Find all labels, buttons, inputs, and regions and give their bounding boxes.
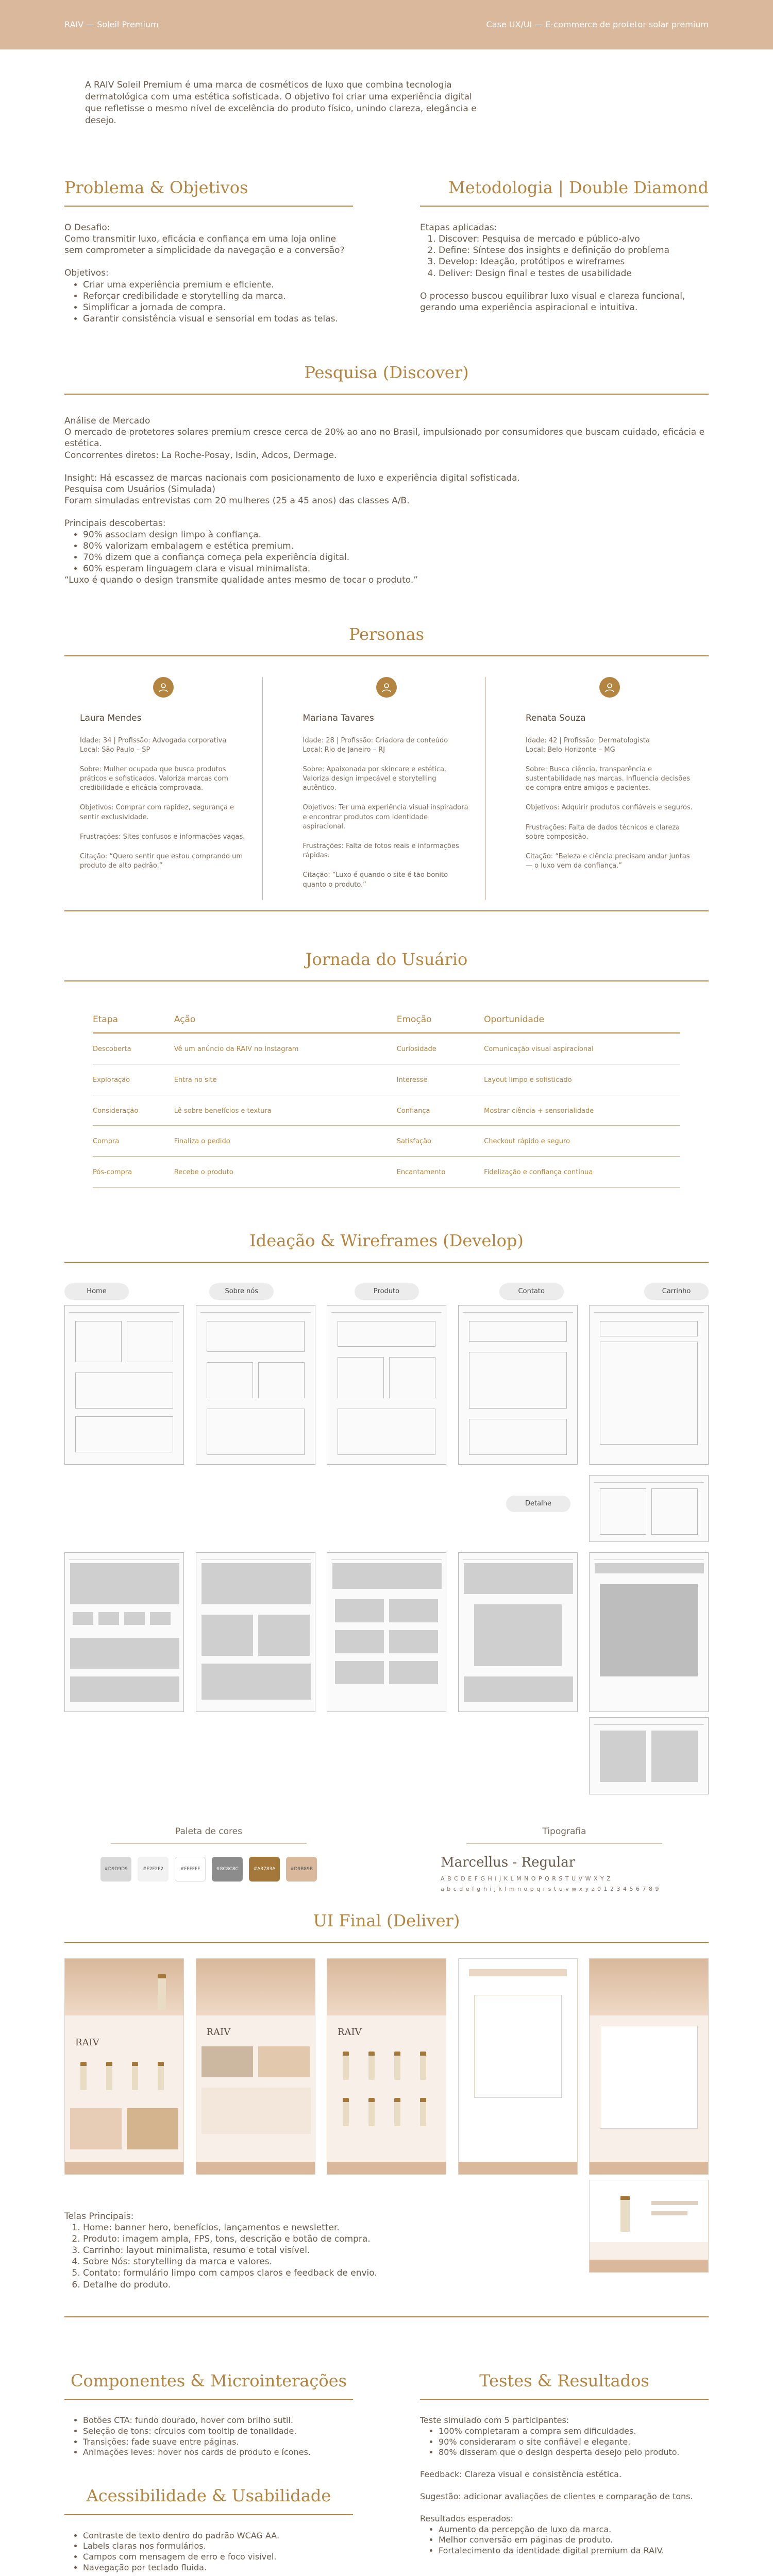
brand-logo: RAIV (338, 2027, 362, 2038)
wireframe-detalhe-mid (589, 1717, 709, 1794)
ideation-title: Ideação & Wireframes (Develop) (64, 1229, 709, 1263)
journey-section (64, 947, 709, 1188)
midfi-wireframes (64, 1552, 709, 1712)
table-cell: Exploração (93, 1064, 174, 1095)
font-lower: a b c d e f g h i j k l m n o p q r s t u v w x y z 0 1 2 3 4 5 6 7 8 9 (441, 1885, 660, 1892)
personas-title: Personas (64, 622, 709, 656)
tests-feedback: Feedback: Clareza visual e consistência estética. (420, 2469, 622, 2480)
persona-goals: Objetivos: Ter uma experiência visual inspiradora e encontrar produtos com identidade aspiracional. (303, 804, 468, 831)
screen-item: 1. Home: banner hero, benefícios, lançamentos e newsletter. (83, 2222, 425, 2233)
persona-age: Idade: 28 | Profissão: Criadora de conteúdo Local: Rio de Janeiro – RJ (303, 736, 448, 754)
tests-intro: Teste simulado com 5 participantes: (420, 2415, 569, 2426)
research-section (64, 361, 709, 586)
font-upper: A B C D E F G H I J K L M N O P Q R S T U V W X Y Z (441, 1875, 611, 1882)
swatch-label: #D9B89B (290, 1866, 313, 1872)
accessibility-list (83, 2531, 353, 2573)
final-home-screen (64, 1958, 184, 2175)
challenge-text: Como transmitir luxo, eficácia e confiança em uma loja online sem comprometer a simplicidade da navegação e a conversão? (64, 234, 345, 256)
screens-list (83, 2222, 425, 2291)
column-header: Oportunidade (484, 1007, 680, 1033)
table-row (93, 1033, 680, 1064)
column-header: Emoção (397, 1007, 484, 1033)
component-item: • Animações leves: hover nos cards de produto e ícones. (83, 2447, 353, 2458)
objective-item: • Reforçar credibilidade e storytelling da marca. (83, 291, 353, 302)
swatch-1 (100, 1857, 131, 1882)
component-item: • Transições: fade suave entre páginas. (83, 2437, 353, 2448)
accessibility-title: Acessibilidade & Usabilidade (64, 2484, 353, 2515)
market-text: O mercado de protetores solares premium cresce cerca de 20% ao ano no Brasil, impulsionado por consumidores que buscam cuidado, eficácia e estética. (64, 427, 705, 449)
persona-goals: Objetivos: Adquirir produtos confiáveis e seguros. (526, 804, 693, 812)
wireframe-sobre-mid (196, 1552, 315, 1712)
table-header-row (93, 1007, 680, 1033)
table-cell: Confiança (397, 1095, 484, 1126)
tab-produto[interactable]: Produto (355, 1283, 419, 1300)
final-ui-section (64, 1909, 709, 1943)
stage-item: 2. Define: Síntese dos insights e definição do problema (439, 245, 709, 256)
persona-about: Sobre: Apaixonada por skincare e estética. Valoriza design impecável e storytelling autêntico. (303, 765, 447, 792)
objectives-list (83, 279, 353, 325)
persona-quote: Citação: “Quero sentir que estou comprando um produto de alto padrão.” (80, 853, 243, 870)
findings-label: Principais descobertas: (64, 518, 166, 529)
research-title: Pesquisa (Discover) (64, 361, 709, 395)
screen-item: 4. Sobre Nós: storytelling da marca e valores. (83, 2256, 425, 2267)
user-icon (153, 677, 174, 698)
insight-text: Insight: Há escassez de marcas nacionais com posicionamento de luxo e experiência digital sofisticada. (64, 472, 520, 483)
wireframe-contato (458, 1305, 578, 1465)
finding-item: • 80% valorizam embalagem e estética premium. (83, 540, 709, 552)
finding-item: • 90% associam design limpo à confiança. (83, 529, 709, 540)
font-name: Marcellus - Regular (441, 1855, 576, 1871)
persona-name: Mariana Tavares (303, 713, 374, 723)
typography (420, 1825, 709, 1893)
components-list (83, 2415, 353, 2458)
user-icon (376, 677, 397, 698)
style-guide (64, 1825, 709, 1893)
table-cell: Mostrar ciência + sensorialidade (484, 1095, 680, 1126)
table-cell: Pós-compra (93, 1157, 174, 1188)
finding-item: • 60% esperam linguagem clara e visual minimalista. (83, 563, 709, 574)
swatch-label: #A3783A (253, 1866, 276, 1872)
wireframe-tabs (64, 1283, 709, 1300)
persona-age: Idade: 34 | Profissão: Advogada corporativa Local: São Paulo – SP (80, 736, 227, 754)
table-row (93, 1157, 680, 1188)
table-row (93, 1126, 680, 1157)
swatch-2 (138, 1857, 169, 1882)
final-sobre-screen (196, 1958, 315, 2175)
survey-label: Pesquisa com Usuários (Simulada) (64, 484, 215, 495)
persona-about: Sobre: Busca ciência, transparência e sustentabilidade nas marcas. Influencia decisões de compra entre amigos e pacientes. (526, 765, 690, 792)
persona-quote: Citação: “Luxo é quando o site é tão bonito quanto o produto.” (303, 871, 448, 889)
table-cell: Fidelização e confiança contínua (484, 1157, 680, 1188)
competitors-text: Concorrentes diretos: La Roche-Posay, Isdin, Adcos, Dermage. (64, 450, 337, 461)
swatch-3 (175, 1857, 206, 1882)
objective-item: • Criar uma experiência premium e eficiente. (83, 279, 353, 291)
expected-list (439, 2524, 709, 2556)
component-item: • Botões CTA: fundo dourado, hover com brilho sutil. (83, 2415, 353, 2426)
tab-detalhe[interactable]: Detalhe (506, 1496, 570, 1512)
wireframe-produto-mid (327, 1552, 446, 1712)
expected-label: Resultados esperados: (420, 2513, 513, 2523)
brand-logo: RAIV (206, 2027, 231, 2038)
final-ui-title: UI Final (Deliver) (64, 1909, 709, 1943)
problem-section (64, 176, 353, 325)
wireframe-contato-mid (458, 1552, 578, 1712)
swatch-5 (249, 1857, 280, 1882)
persona-frustrations: Frustrações: Falta de dados técnicos e clareza sobre composição. (526, 823, 680, 841)
accessibility-item: • Navegação por teclado fluida. (83, 2563, 353, 2573)
method-note: O processo buscou equilibrar luxo visual e clareza funcional, gerando uma experiência aspiracional e intuitiva. (420, 291, 685, 313)
persona-age: Idade: 42 | Profissão: Dermatologista Local: Belo Horizonte – MG (526, 736, 650, 754)
final-screens (64, 1958, 709, 2175)
wireframe-detalhe (589, 1475, 709, 1542)
swatch-label: #8C8C8C (216, 1866, 239, 1872)
swatch-4 (212, 1857, 243, 1882)
screen-item: 2. Produto: imagem ampla, FPS, tons, descrição e botão de compra. (83, 2233, 425, 2245)
table-cell: Encantamento (397, 1157, 484, 1188)
swatch-6 (286, 1857, 317, 1882)
challenge-label: O Desafio: (64, 223, 110, 233)
table-row (93, 1095, 680, 1126)
accessibility-item: • Labels claras nos formulários. (83, 2541, 353, 2552)
swatch-label: #F2F2F2 (142, 1866, 164, 1872)
final-produto-screen (327, 1958, 446, 2175)
persona-name: Renata Souza (526, 713, 586, 723)
wireframe-sobre (196, 1305, 315, 1465)
screens-list-block (64, 2211, 425, 2291)
accessibility-item: • Contraste de texto dentro do padrão WCAG AA. (83, 2531, 353, 2541)
top-header (0, 0, 773, 49)
table-cell: Layout limpo e sofisticado (484, 1064, 680, 1095)
method-title: Metodologia | Double Diamond (420, 176, 709, 207)
expected-item: • Fortalecimento da identidade digital premium da RAIV. (439, 2546, 709, 2556)
tests-list (439, 2426, 709, 2458)
expected-item: • Aumento da percepção de luxo da marca. (439, 2524, 709, 2535)
column-header: Etapa (93, 1007, 174, 1033)
stage-item: 3. Develop: Ideação, protótipos e wireframes (439, 256, 709, 267)
screen-item: 6. Detalhe do produto. (83, 2279, 425, 2291)
test-item: • 90% consideraram o site confiável e elegante. (439, 2437, 709, 2448)
tab-home[interactable]: Home (64, 1283, 129, 1300)
screen-item: 3. Carrinho: layout minimalista, resumo e total visível. (83, 2245, 425, 2256)
persona-about: Sobre: Mulher ocupada que busca produtos práticos e sofisticados. Valoriza marcas com credibilidade e eficácia comprovada. (80, 765, 228, 792)
ideation-section (64, 1229, 709, 1263)
persona-goals: Objetivos: Comprar com rapidez, segurança e sentir exclusividade. (80, 804, 234, 821)
tab-contato[interactable]: Contato (499, 1283, 564, 1300)
table-cell: Finaliza o pedido (174, 1126, 397, 1157)
swatch-label: #D9D9D9 (104, 1866, 128, 1872)
wireframe-carrinho-mid (589, 1552, 709, 1712)
findings-list (83, 529, 709, 574)
tab-carrinho[interactable]: Carrinho (644, 1283, 709, 1300)
table-cell: Entra no site (174, 1064, 397, 1095)
typography-title: Tipografia (466, 1825, 662, 1844)
persona-quote: Citação: “Beleza e ciência precisam andar juntas — o luxo vem da confiança.” (526, 853, 690, 870)
stages-list (439, 233, 709, 279)
components-title: Componentes & Microinterações (64, 2369, 353, 2400)
table-cell: Consideração (93, 1095, 174, 1126)
wireframe-carrinho (589, 1305, 709, 1465)
palette-title: Paleta de cores (111, 1825, 307, 1844)
table-cell: Recebe o produto (174, 1157, 397, 1188)
stage-item: 4. Deliver: Design final e testes de usabilidade (439, 268, 709, 279)
table-cell: Compra (93, 1126, 174, 1157)
divider (64, 2316, 709, 2317)
stages-label: Etapas aplicadas: (420, 223, 497, 233)
tests-suggestion: Sugestão: adicionar avaliações de clientes e comparação de tons. (420, 2492, 693, 2502)
market-label: Análise de Mercado (64, 416, 150, 427)
table-row (93, 1064, 680, 1095)
final-carrinho-screen (589, 1958, 709, 2175)
wireframe-produto (327, 1305, 446, 1465)
table-cell: Vê um anúncio da RAIV no Instagram (174, 1033, 397, 1064)
final-detalhe-screen (589, 2180, 709, 2273)
table-cell: Satisfação (397, 1126, 484, 1157)
screens-label: Telas Principais: (64, 2211, 134, 2222)
persona-card (510, 677, 709, 900)
tab-sobre-nos[interactable]: Sobre nós (209, 1283, 274, 1300)
component-item: • Seleção de tons: círculos com tooltip de tonalidade. (83, 2426, 353, 2437)
expected-item: • Melhor conversão em páginas de produto. (439, 2535, 709, 2546)
persona-card (64, 677, 263, 900)
intro-text: A RAIV Soleil Premium é uma marca de cosméticos de luxo que combina tecnologia dermatológica com uma estética sofisticada. O objetivo foi criar uma experiência digital que refletisse o mesmo nível de excelência do produto físico, unindo clareza, elegância e desejo. (85, 80, 477, 126)
persona-card (288, 677, 486, 900)
table-cell: Descoberta (93, 1033, 174, 1064)
column-header: Ação (174, 1007, 397, 1033)
lowfi-wireframes (64, 1305, 709, 1465)
objective-item: • Simplificar a jornada de compra. (83, 302, 353, 313)
journey-table (93, 1007, 680, 1188)
user-icon (599, 677, 620, 698)
survey-text: Foram simuladas entrevistas com 20 mulheres (25 a 45 anos) das classes A/B. (64, 495, 410, 506)
objectives-label: Objetivos: (64, 268, 109, 279)
problem-title: Problema & Objetivos (64, 176, 353, 207)
color-palette (64, 1825, 353, 1893)
objective-item: • Garantir consistência visual e sensorial em todas as telas. (83, 313, 353, 325)
table-cell: Comunicação visual aspiracional (484, 1033, 680, 1064)
brand-logo: RAIV (75, 2037, 99, 2048)
method-section (420, 176, 709, 325)
test-item: • 80% disseram que o design desperta desejo pelo produto. (439, 2447, 709, 2458)
finding-item: • 70% dizem que a confiança começa pela experiência digital. (83, 552, 709, 563)
accessibility-item: • Campos com mensagem de erro e foco visível. (83, 2552, 353, 2563)
swatch-label: #FFFFFF (180, 1866, 200, 1872)
persona-frustrations: Frustrações: Sites confusos e informações vagas. (80, 833, 245, 841)
final-contato-screen (458, 1958, 578, 2175)
persona-frustrations: Frustrações: Falta de fotos reais e informações rápidas. (303, 842, 459, 860)
table-cell: Curiosidade (397, 1033, 484, 1064)
persona-name: Laura Mendes (80, 713, 142, 723)
personas-section (64, 622, 709, 911)
test-item: • 100% completaram a compra sem dificuldades. (439, 2426, 709, 2437)
tests-title: Testes & Resultados (420, 2369, 709, 2400)
stage-item: 1. Discover: Pesquisa de mercado e público-alvo (439, 233, 709, 245)
wireframe-home-mid (64, 1552, 184, 1712)
header-brand: RAIV — Soleil Premium (64, 20, 159, 30)
table-cell: Interesse (397, 1064, 484, 1095)
header-case-title: Case UX/UI — E-commerce de protetor solar premium (486, 20, 709, 30)
screen-item: 5. Contato: formulário limpo com campos claros e feedback de envio. (83, 2267, 425, 2279)
table-cell: Lê sobre benefícios e textura (174, 1095, 397, 1126)
wireframe-home (64, 1305, 184, 1465)
table-cell: Checkout rápido e seguro (484, 1126, 680, 1157)
research-quote: “Luxo é quando o design transmite qualidade antes mesmo de tocar o produto.” (64, 575, 418, 586)
journey-title: Jornada do Usuário (64, 947, 709, 981)
